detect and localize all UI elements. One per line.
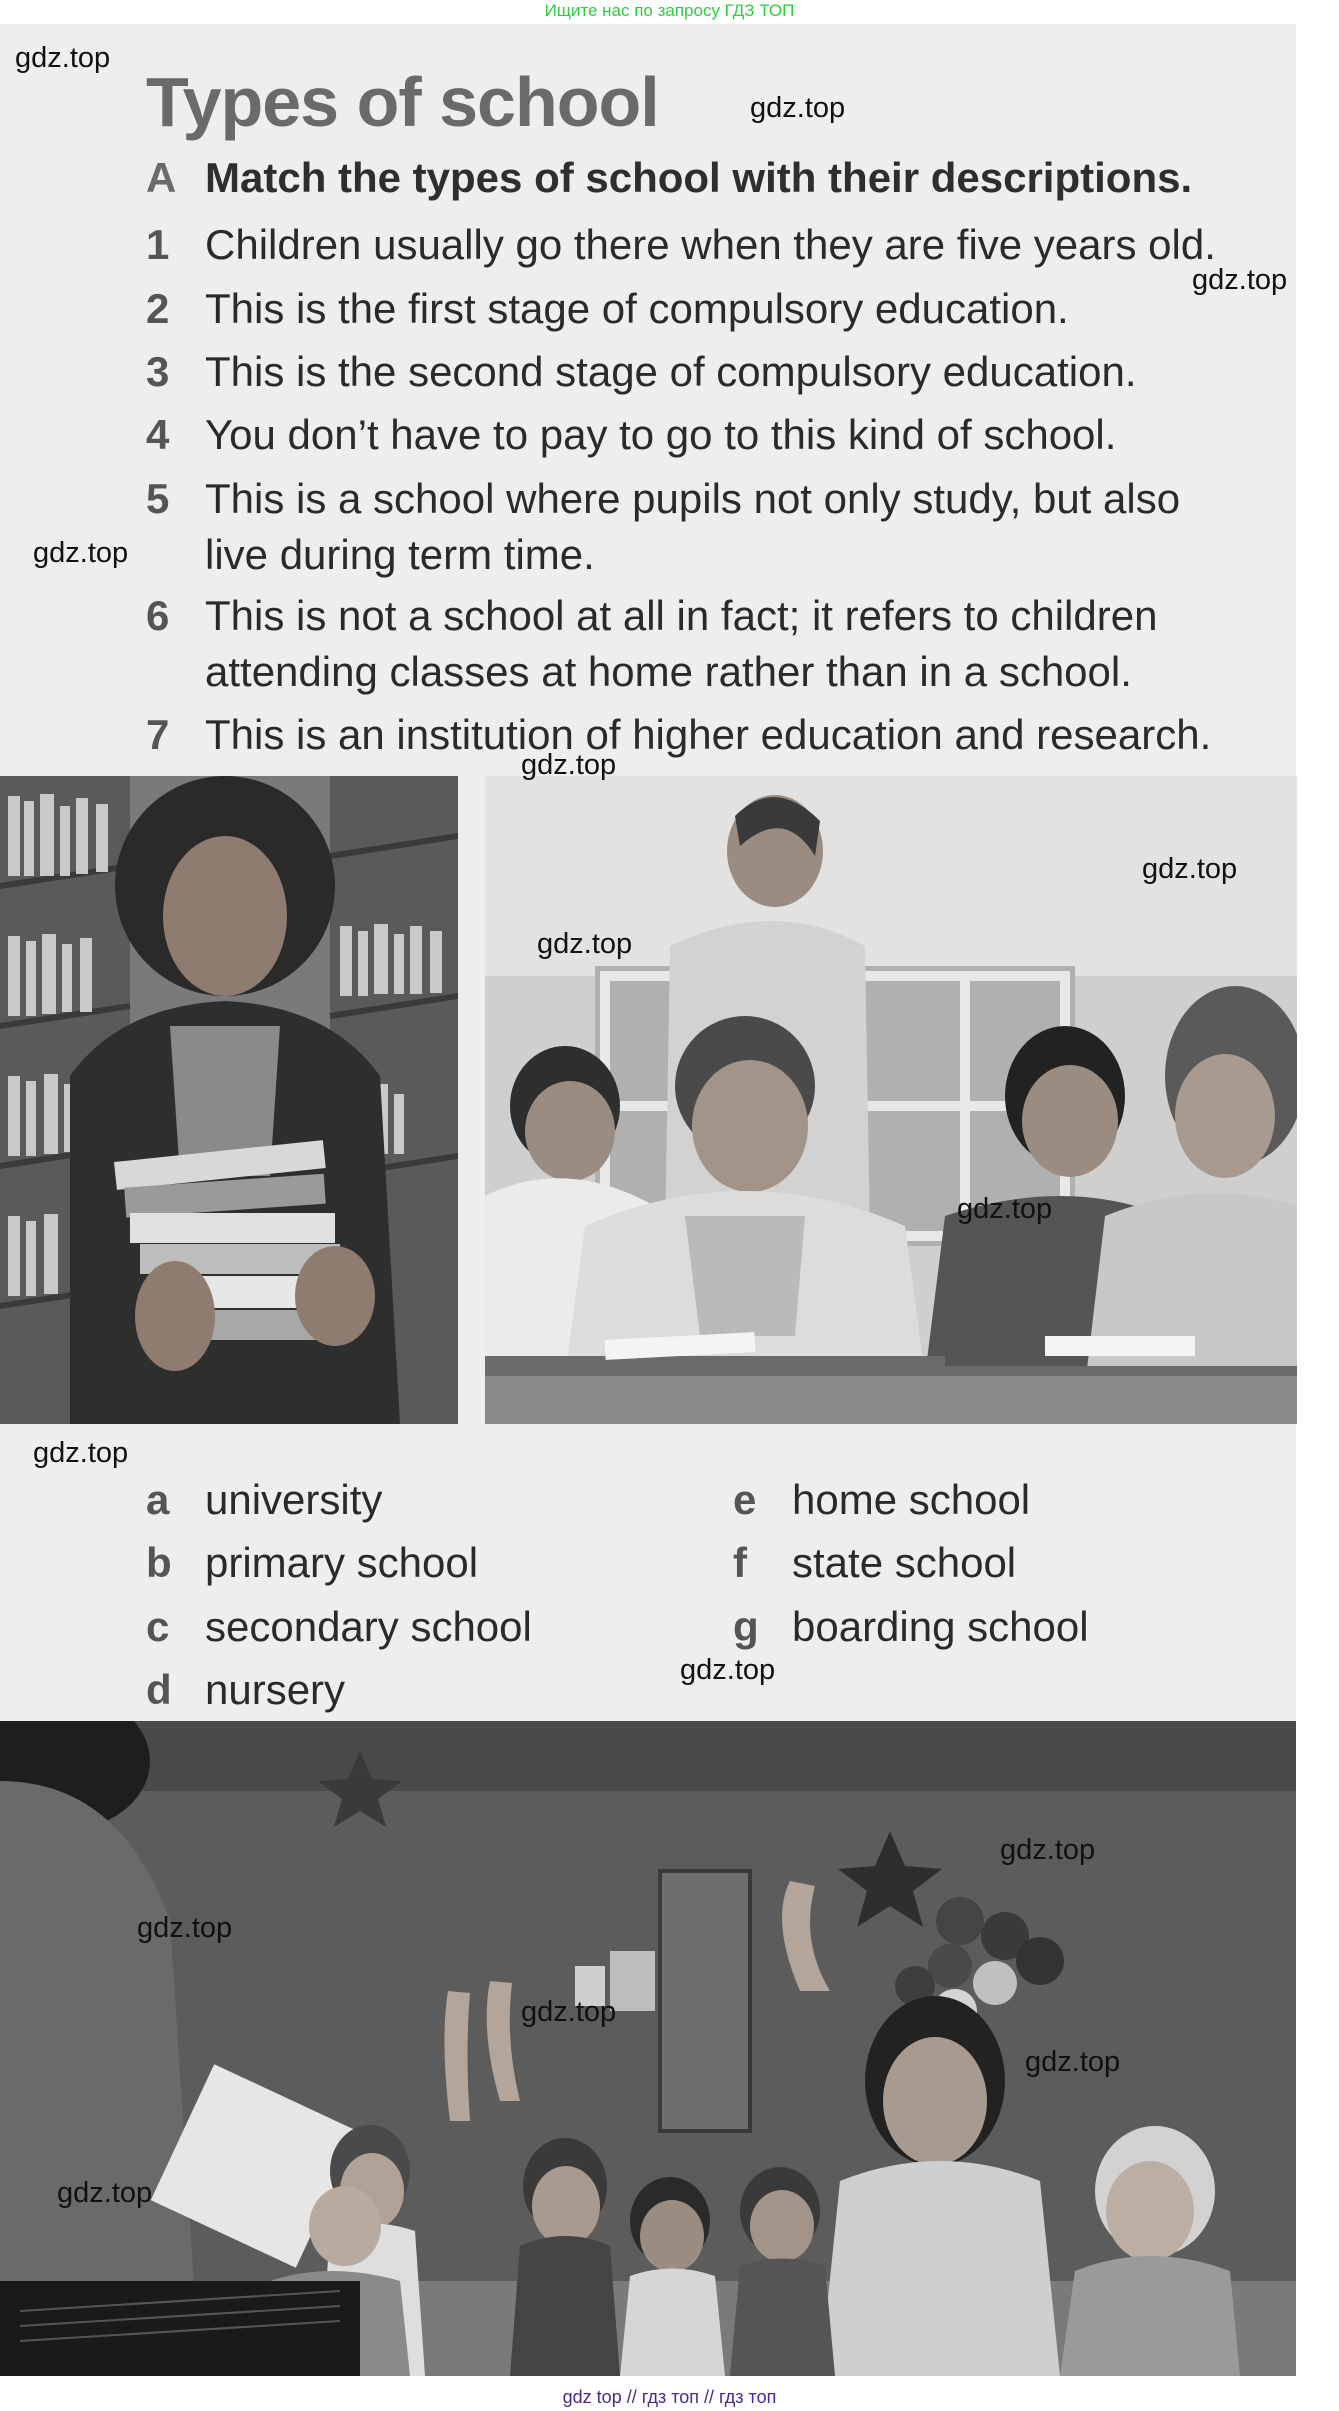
item-number: 6 — [146, 592, 170, 639]
exercise-letter: A — [146, 154, 177, 201]
watermark: gdz.top — [1025, 2046, 1121, 2078]
option-letter: g — [733, 1603, 759, 1650]
option-letter: c — [146, 1603, 170, 1650]
item-text: Children usually go there when they are five years old. — [205, 221, 1216, 268]
option-text: state school — [792, 1539, 1017, 1586]
watermark: gdz.top — [521, 749, 617, 781]
option-letter: a — [146, 1476, 170, 1523]
watermark: gdz.top — [750, 92, 846, 124]
item-number: 7 — [146, 711, 170, 758]
option-text: secondary school — [205, 1603, 532, 1650]
watermark: gdz.top — [57, 2177, 153, 2209]
option-letter: b — [146, 1539, 172, 1586]
option-text: university — [205, 1476, 383, 1523]
option-text: primary school — [205, 1539, 479, 1586]
bottom-banner: gdz top // гдз топ // гдз топ — [562, 2387, 777, 2407]
option-text: boarding school — [792, 1603, 1089, 1650]
watermark: gdz.top — [1000, 1834, 1096, 1866]
item-number: 5 — [146, 475, 170, 522]
item-number: 1 — [146, 221, 170, 268]
option-text: home school — [792, 1476, 1031, 1523]
item-text: This is a school where pupils not only study, but also live during term time. — [205, 475, 1181, 578]
watermark: gdz.top — [137, 1912, 233, 1944]
watermark: gdz.top — [33, 537, 129, 569]
watermark: gdz.top — [1192, 264, 1288, 296]
item-text: This is an institution of higher education and research. — [205, 711, 1212, 758]
item-text: You don’t have to pay to go to this kind of school. — [205, 411, 1117, 458]
top-banner: Ищите нас по запросу ГДЗ ТОП — [544, 1, 795, 20]
option-letter: d — [146, 1666, 172, 1713]
watermark: gdz.top — [957, 1193, 1053, 1225]
option-letter: e — [733, 1476, 757, 1523]
option-letter: f — [733, 1539, 747, 1586]
exercise-instruction: Match the types of school with their descriptions. — [205, 154, 1193, 201]
item-text: This is the first stage of compulsory education. — [205, 285, 1069, 332]
watermark: gdz.top — [15, 42, 111, 74]
photo-student-library — [0, 776, 458, 1424]
option-text: nursery — [205, 1666, 346, 1713]
watermark: gdz.top — [1142, 853, 1238, 885]
item-number: 4 — [146, 411, 170, 458]
item-number: 2 — [146, 285, 170, 332]
watermark: gdz.top — [521, 1996, 617, 2028]
item-text: This is not a school at all in fact; it refers to children attending classes at home rather than in a school. — [205, 592, 1158, 695]
watermark: gdz.top — [680, 1654, 776, 1686]
item-text: This is the second stage of compulsory education. — [205, 348, 1137, 395]
watermark: gdz.top — [33, 1437, 129, 1469]
page-title: Types of school — [146, 63, 659, 141]
watermark: gdz.top — [537, 928, 633, 960]
textbook-page — [0, 24, 1296, 2348]
item-number: 3 — [146, 348, 170, 395]
